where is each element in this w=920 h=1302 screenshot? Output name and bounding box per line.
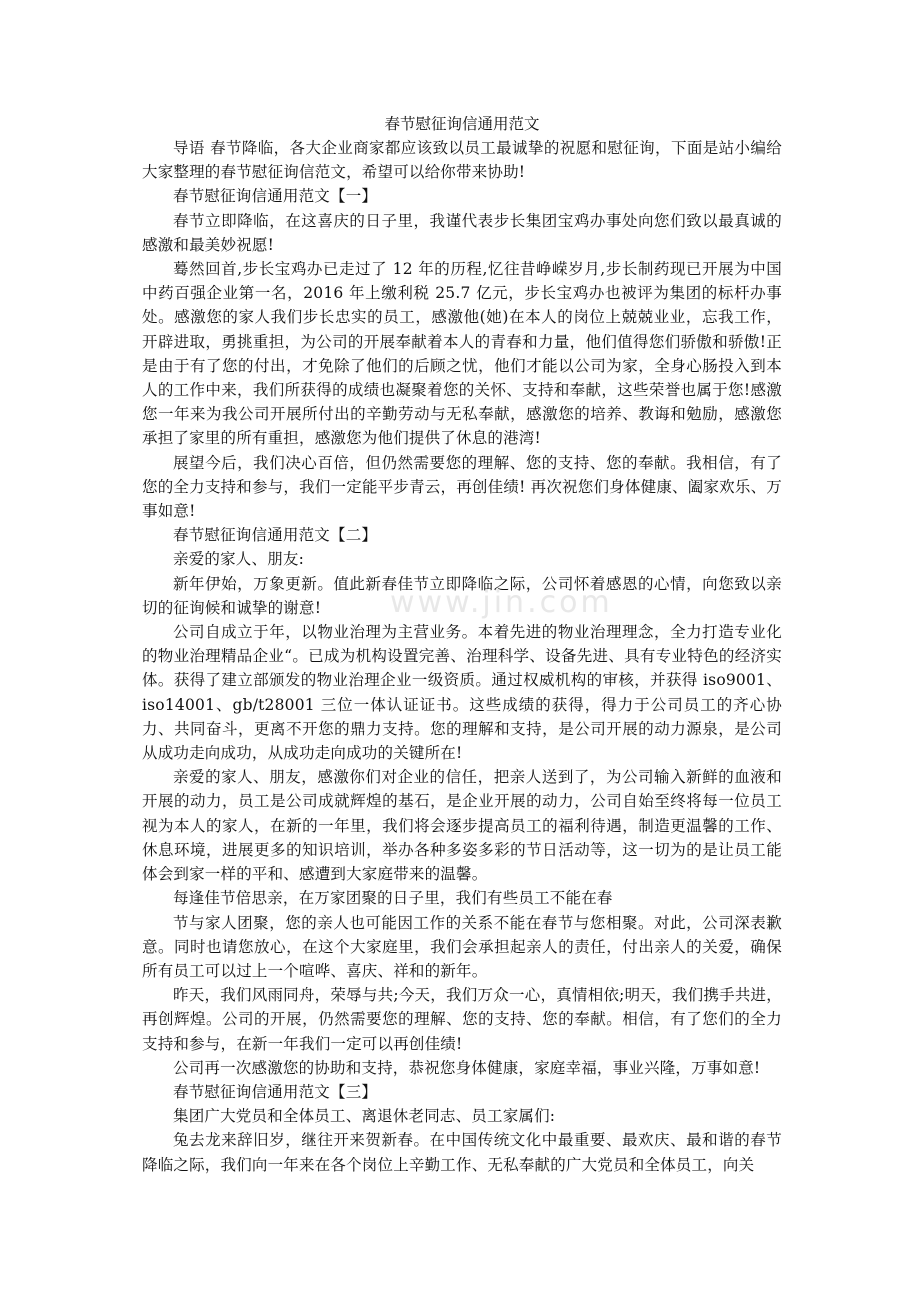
document-title: 春节慰征询信通用范文: [384, 115, 540, 133]
paragraph: 蓦然回首,步长宝鸡办已走过了 12 年的历程,忆往昔峥嵘岁月,步长制药现已开展为中国中药百强企业第一名，2016 年上缴利税 25.7 亿元，步长宝鸡办也被评为集团的标杆办事处。感激您的家人我们步长忠实的员工，感激他(她)在本人的岗位上兢兢业业，忘我工作，开辟进取，勇挑重担，为公司的开展奉献着本人的青春和力量，他们值得您们骄傲和骄傲!正是由于有了您的付出，才免除了他们的后顾之忧，他们才能以公司为家，全身心肠投入到本人的工作中来，我们所获得的成绩也凝聚着您的关怀、支持和奉献，这些荣誉也属于您!感激您一年来为我公司开展所付出的辛勤劳动与无私奉献，感激您的培养、教诲和勉励，感激您承担了家里的所有重担，感激您为他们提供了休息的港湾!: [142, 260, 782, 448]
section-heading-2: 春节慰征询信通用范文【二】: [173, 526, 378, 545]
watermark-text: www.jin.com: [390, 585, 613, 620]
paragraph: 每逢佳节倍思亲，在万家团聚的日子里，我们有些员工不能在春: [173, 889, 613, 908]
paragraph: 公司自成立于年，以物业治理为主营业务。本着先进的物业治理理念，全力打造专业化的物业治理精品企业“。已成为机构设置完善、治理科学、设备先进、具有专业特色的经济实体。获得了建立部颁发的物业治理企业一级资质。通过权威机构的审核，并获得 iso9001、iso14001、gb/t28001 三位一体认证证书。这些成绩的获得，得力于公司员工的齐心协力、共同奋斗，更离不开您的鼎力支持。您的理解和支持，是公司开展的动力源泉，是公司从成功走向成功，从成功走向成功的关键所在!: [142, 623, 782, 763]
salutation: 集团广大党员和全体员工、离退休老同志、员工家属们:: [173, 1107, 556, 1126]
paragraph: 展望今后，我们决心百倍，但仍然需要您的理解、您的支持、您的奉献。我相信，有了您的全力支持和参与，我们一定能平步青云，再创佳绩! 再次祝您们身体健康、阖家欢乐、万事如意!: [142, 453, 782, 521]
paragraph: 节与家人团聚，您的亲人也可能因工作的关系不能在春节与您相聚。对此，公司深表歉意。同时也请您放心，在这个大家庭里，我们会承担起亲人的责任，付出亲人的关爱，确保所有员工可以过上一个喧哗、喜庆、祥和的新年。: [142, 913, 782, 980]
paragraph: 兔去龙来辞旧岁，继往开来贺新春。在中国传统文化中最重要、最欢庆、最和谐的春节降临之际，我们向一年来在各个岗位上辛勤工作、无私奉献的广大党员和全体员工，向关: [142, 1131, 782, 1174]
salutation: 亲爱的家人、朋友:: [173, 550, 305, 569]
paragraph-intro: 导语 春节降临，各大企业商家都应该致以员工最诚挚的祝愿和慰征询，下面是站小编给大家整理的春节慰征询信范文，希望可以给你带来协助!: [142, 139, 782, 182]
paragraph: 新年伊始，万象更新。值此新春佳节立即降临之际，公司怀着感恩的心情，向您致以亲切的征询候和诚挚的谢意!: [142, 574, 782, 617]
paragraph: 春节立即降临，在这喜庆的日子里，我谨代表步长集团宝鸡办事处向您们致以最真诚的感激和最美妙祝愿!: [142, 211, 782, 254]
paragraph: 昨天，我们风雨同舟，荣辱与共;今天，我们万众一心，真情相依;明天，我们携手共进，再创辉煌。公司的开展，仍然需要您的理解、您的支持、您的奉献。相信，有了您们的全力支持和参与，在新一年我们一定可以再创佳绩!: [142, 986, 782, 1053]
document-page: [142, 112, 782, 1177]
paragraph: 公司再一次感激您的协助和支持，恭祝您身体健康，家庭幸福，事业兴隆，万事如意!: [173, 1058, 761, 1077]
section-heading-1: 春节慰征询信通用范文【一】: [173, 187, 378, 206]
paragraph: 亲爱的家人、朋友，感激你们对企业的信任，把亲人送到了，为公司输入新鲜的血液和开展的动力，员工是公司成就辉煌的基石，是企业开展的动力，公司自始至终将每一位员工视为本人的家人，在新的一年里，我们将会逐步提高员工的福利待遇，制造更温馨的工作、休息环境，进展更多的知识培训，举办各种多姿多彩的节日活动等，这一切为的是让员工能体会到家一样的平和、感遭到大家庭带来的温馨。: [142, 768, 782, 884]
section-heading-3: 春节慰征询信通用范文【三】: [173, 1082, 378, 1101]
